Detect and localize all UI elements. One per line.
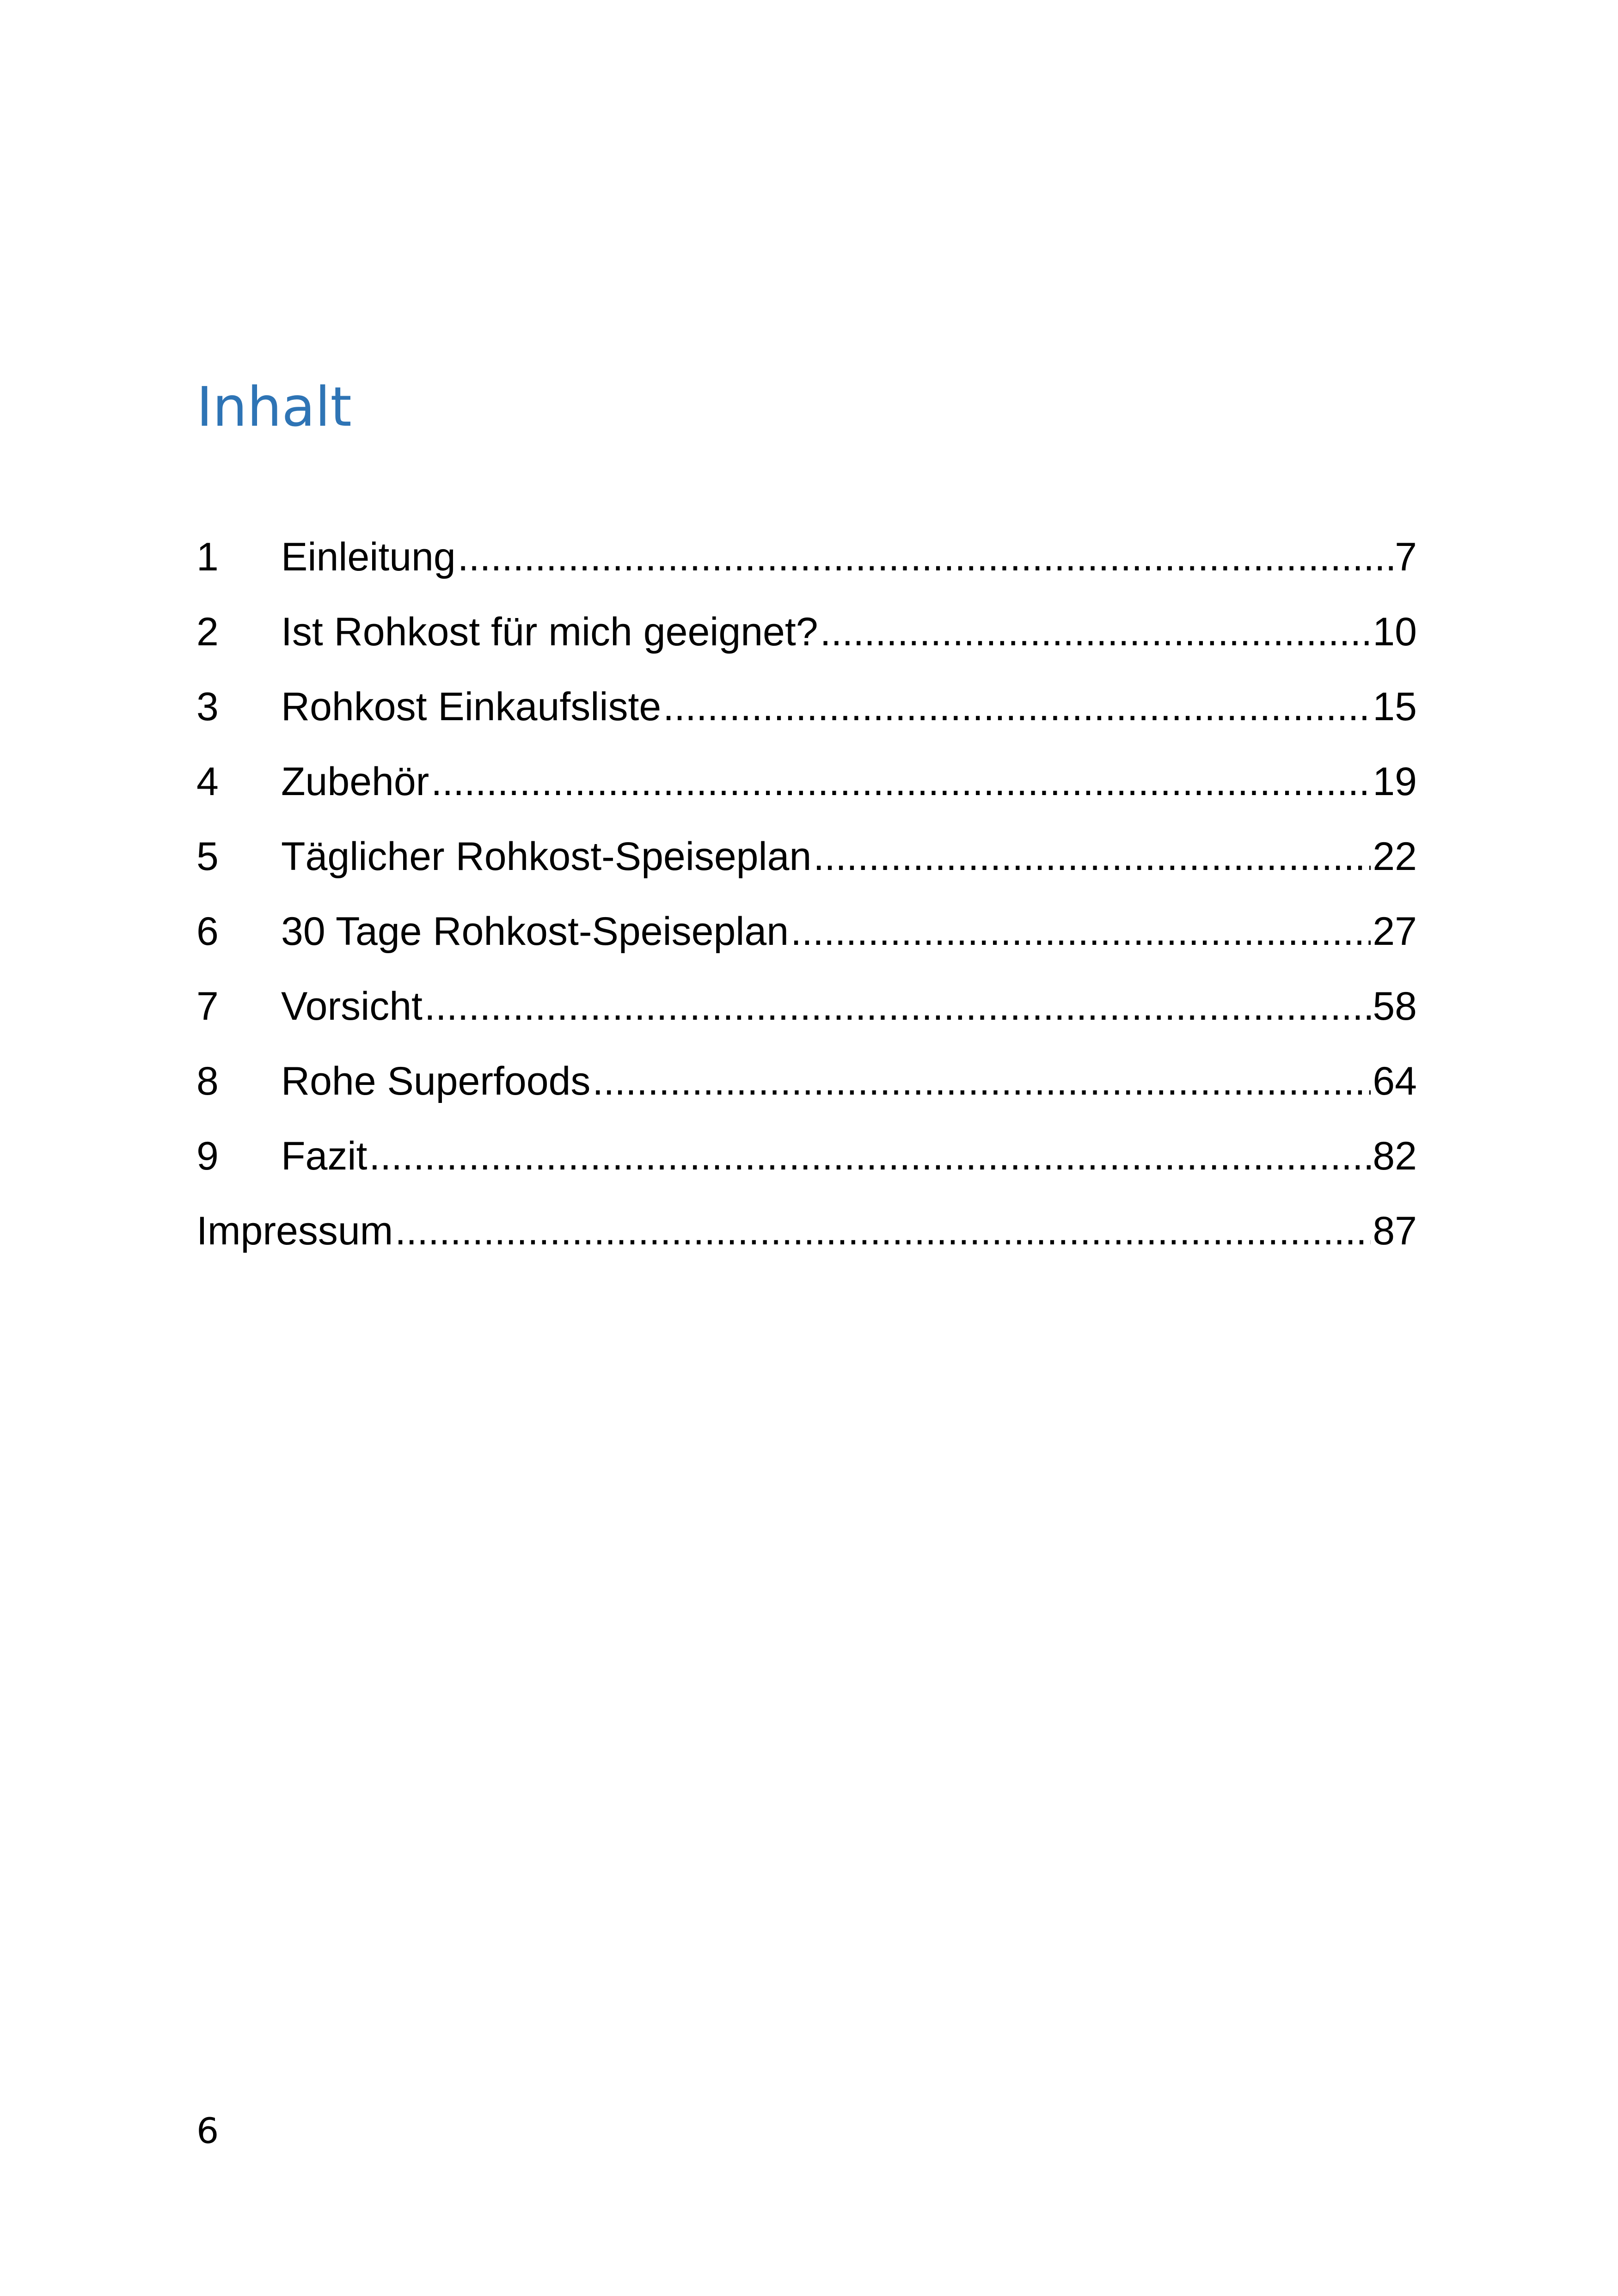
toc-entry-number: 2: [196, 610, 219, 654]
toc-entry-number: 3: [196, 685, 219, 729]
toc-entry-number: 7: [196, 984, 219, 1029]
toc-entry-title: Impressum: [196, 1209, 393, 1253]
toc-entry-page: 58: [1373, 984, 1417, 1029]
toc-entry[interactable]: [196, 904, 1417, 979]
toc-entry[interactable]: [196, 829, 1417, 904]
toc-entry-page: 22: [1373, 834, 1417, 879]
table-of-contents: [196, 529, 1417, 1278]
toc-entry-page: 7: [1395, 535, 1417, 579]
toc-entry-page: 10: [1373, 610, 1417, 654]
toc-entry-number: 1: [196, 535, 219, 579]
toc-dot-leader: [431, 754, 1371, 809]
toc-entry-number: 9: [196, 1134, 219, 1178]
toc-entry-title: Fazit: [281, 1134, 368, 1178]
toc-entry-title: Einleitung: [281, 535, 456, 579]
toc-dot-leader: [369, 1128, 1371, 1184]
toc-dot-leader: [458, 529, 1393, 585]
toc-entry[interactable]: [196, 1053, 1417, 1128]
toc-entry-page: 15: [1373, 685, 1417, 729]
toc-entry-page: 82: [1373, 1134, 1417, 1178]
toc-entry-title: Rohkost Einkaufsliste: [281, 685, 662, 729]
toc-heading: Inhalt: [196, 375, 352, 439]
toc-entry-page: 87: [1373, 1209, 1417, 1253]
toc-entry-title: Täglicher Rohkost-Speiseplan: [281, 834, 812, 879]
toc-entry-title: Ist Rohkost für mich geeignet?: [281, 610, 818, 654]
toc-entry[interactable]: [196, 529, 1417, 604]
toc-dot-leader: [813, 829, 1371, 884]
toc-entry-number: 8: [196, 1059, 219, 1103]
toc-entry-title: Zubehör: [281, 759, 429, 804]
toc-dot-leader: [592, 1053, 1371, 1109]
toc-dot-leader: [820, 604, 1371, 660]
toc-entry[interactable]: [196, 679, 1417, 754]
toc-entry-number: 6: [196, 909, 219, 954]
toc-entry-title: Vorsicht: [281, 984, 423, 1029]
toc-entry-page: 64: [1373, 1059, 1417, 1103]
toc-entry[interactable]: [196, 604, 1417, 679]
toc-entry-number: 4: [196, 759, 219, 804]
toc-entry-number: 5: [196, 834, 219, 879]
toc-entry-page: 27: [1373, 909, 1417, 954]
page-number: 6: [196, 2110, 219, 2151]
toc-entry-title: 30 Tage Rohkost-Speiseplan: [281, 909, 789, 954]
toc-dot-leader: [424, 979, 1371, 1034]
toc-dot-leader: [395, 1203, 1371, 1259]
toc-entry-title: Rohe Superfoods: [281, 1059, 591, 1103]
toc-dot-leader: [791, 904, 1371, 959]
toc-entry[interactable]: [196, 1128, 1417, 1203]
toc-entry[interactable]: [196, 754, 1417, 829]
toc-entry-page: 19: [1373, 759, 1417, 804]
toc-entry[interactable]: [196, 979, 1417, 1053]
toc-entry-impressum[interactable]: [196, 1203, 1417, 1278]
toc-dot-leader: [663, 679, 1371, 735]
